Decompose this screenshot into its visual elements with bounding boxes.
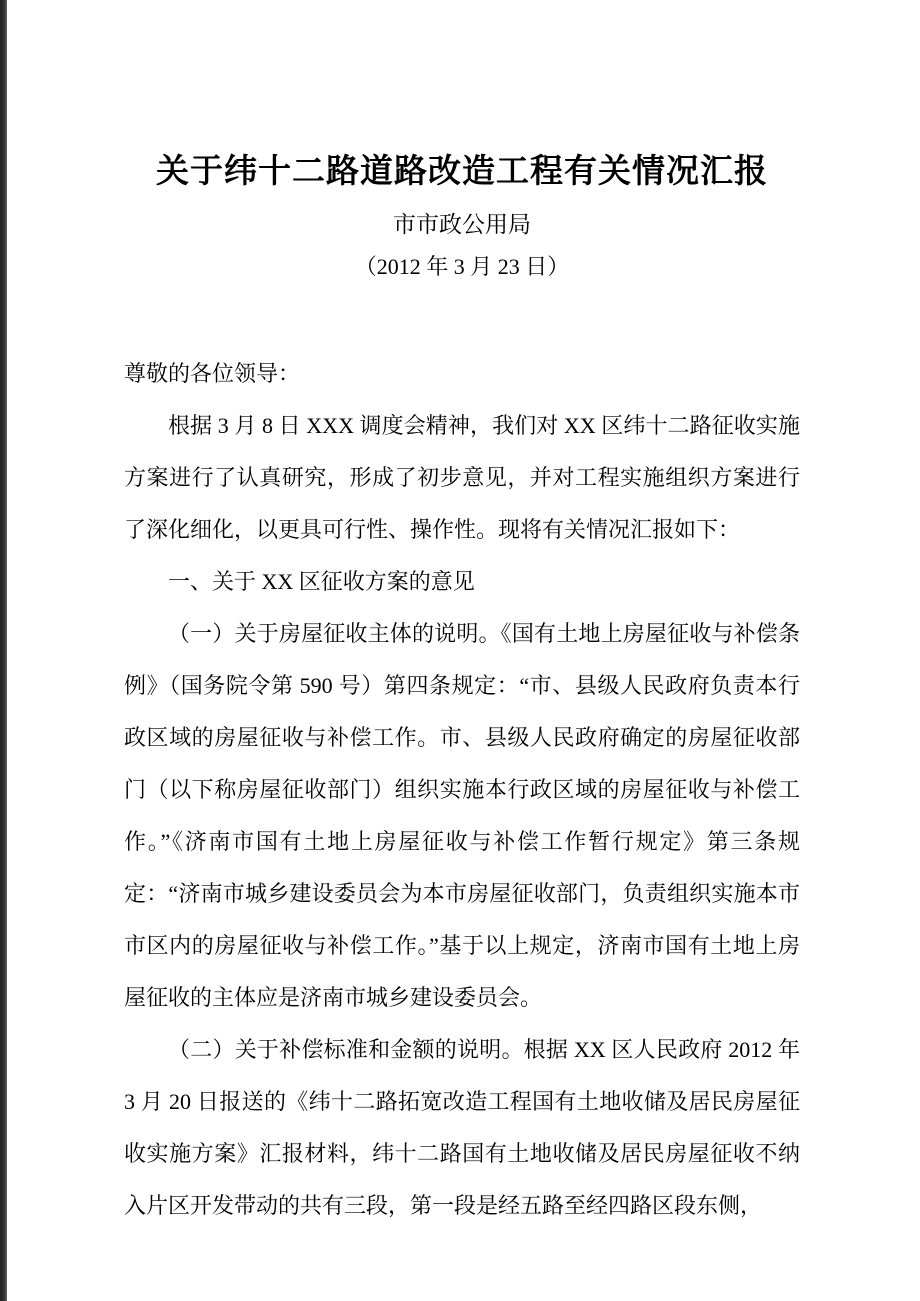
document-author: 市市政公用局 [393,212,531,237]
paragraph-item-1: （一）关于房屋征收主体的说明。《国有土地上房屋征收与补偿条例》（国务院令第 590 号）第四条规定：“市、县级人民政府负责本行政区域的房屋征收与补偿工作。市、县级人民政府确定的房屋征收部门（以下称房屋征收部门）组织实施本行政区域的房屋征收与补偿工作。”《济南市国有土地上房屋征收与补偿工作暂行规定》第三条规定：“济南市城乡建设委员会为本市房屋征收部门，负责组织实施本市市区内的房屋征收与补偿工作。”基于以上规定，济南市国有土地上房屋征收的主体应是济南市城乡建设委员会。 [124,621,800,1010]
document-title: 关于纬十二路道路改造工程有关情况汇报 [156,154,768,190]
section-heading: 一、关于 XX 区征收方案的意见 [168,569,475,594]
paragraph-item-2: （二）关于补偿标准和金额的说明。根据 XX 区人民政府 2012 年 3 月 20 日报送的《纬十二路拓宽改造工程国有土地收储及居民房屋征收实施方案》汇报材料，纬十二路国有土地收储及居民房屋征收不纳入片区开发带动的共有三段，第一段是经五路至经四路区段东侧， [124,1037,800,1218]
document-body [124,348,800,1232]
page-edge-shadow [0,0,7,1301]
paragraph-intro: 根据 3 月 8 日 XXX 调度会精神，我们对 XX 区纬十二路征收实施方案进行了认真研究，形成了初步意见，并对工程实施组织方案进行了深化细化，以更具可行性、操作性。现将有关情况汇报如下： [124,413,800,542]
document-date: （2012 年 3 月 23 日） [354,254,570,279]
salutation: 尊敬的各位领导： [124,361,301,386]
